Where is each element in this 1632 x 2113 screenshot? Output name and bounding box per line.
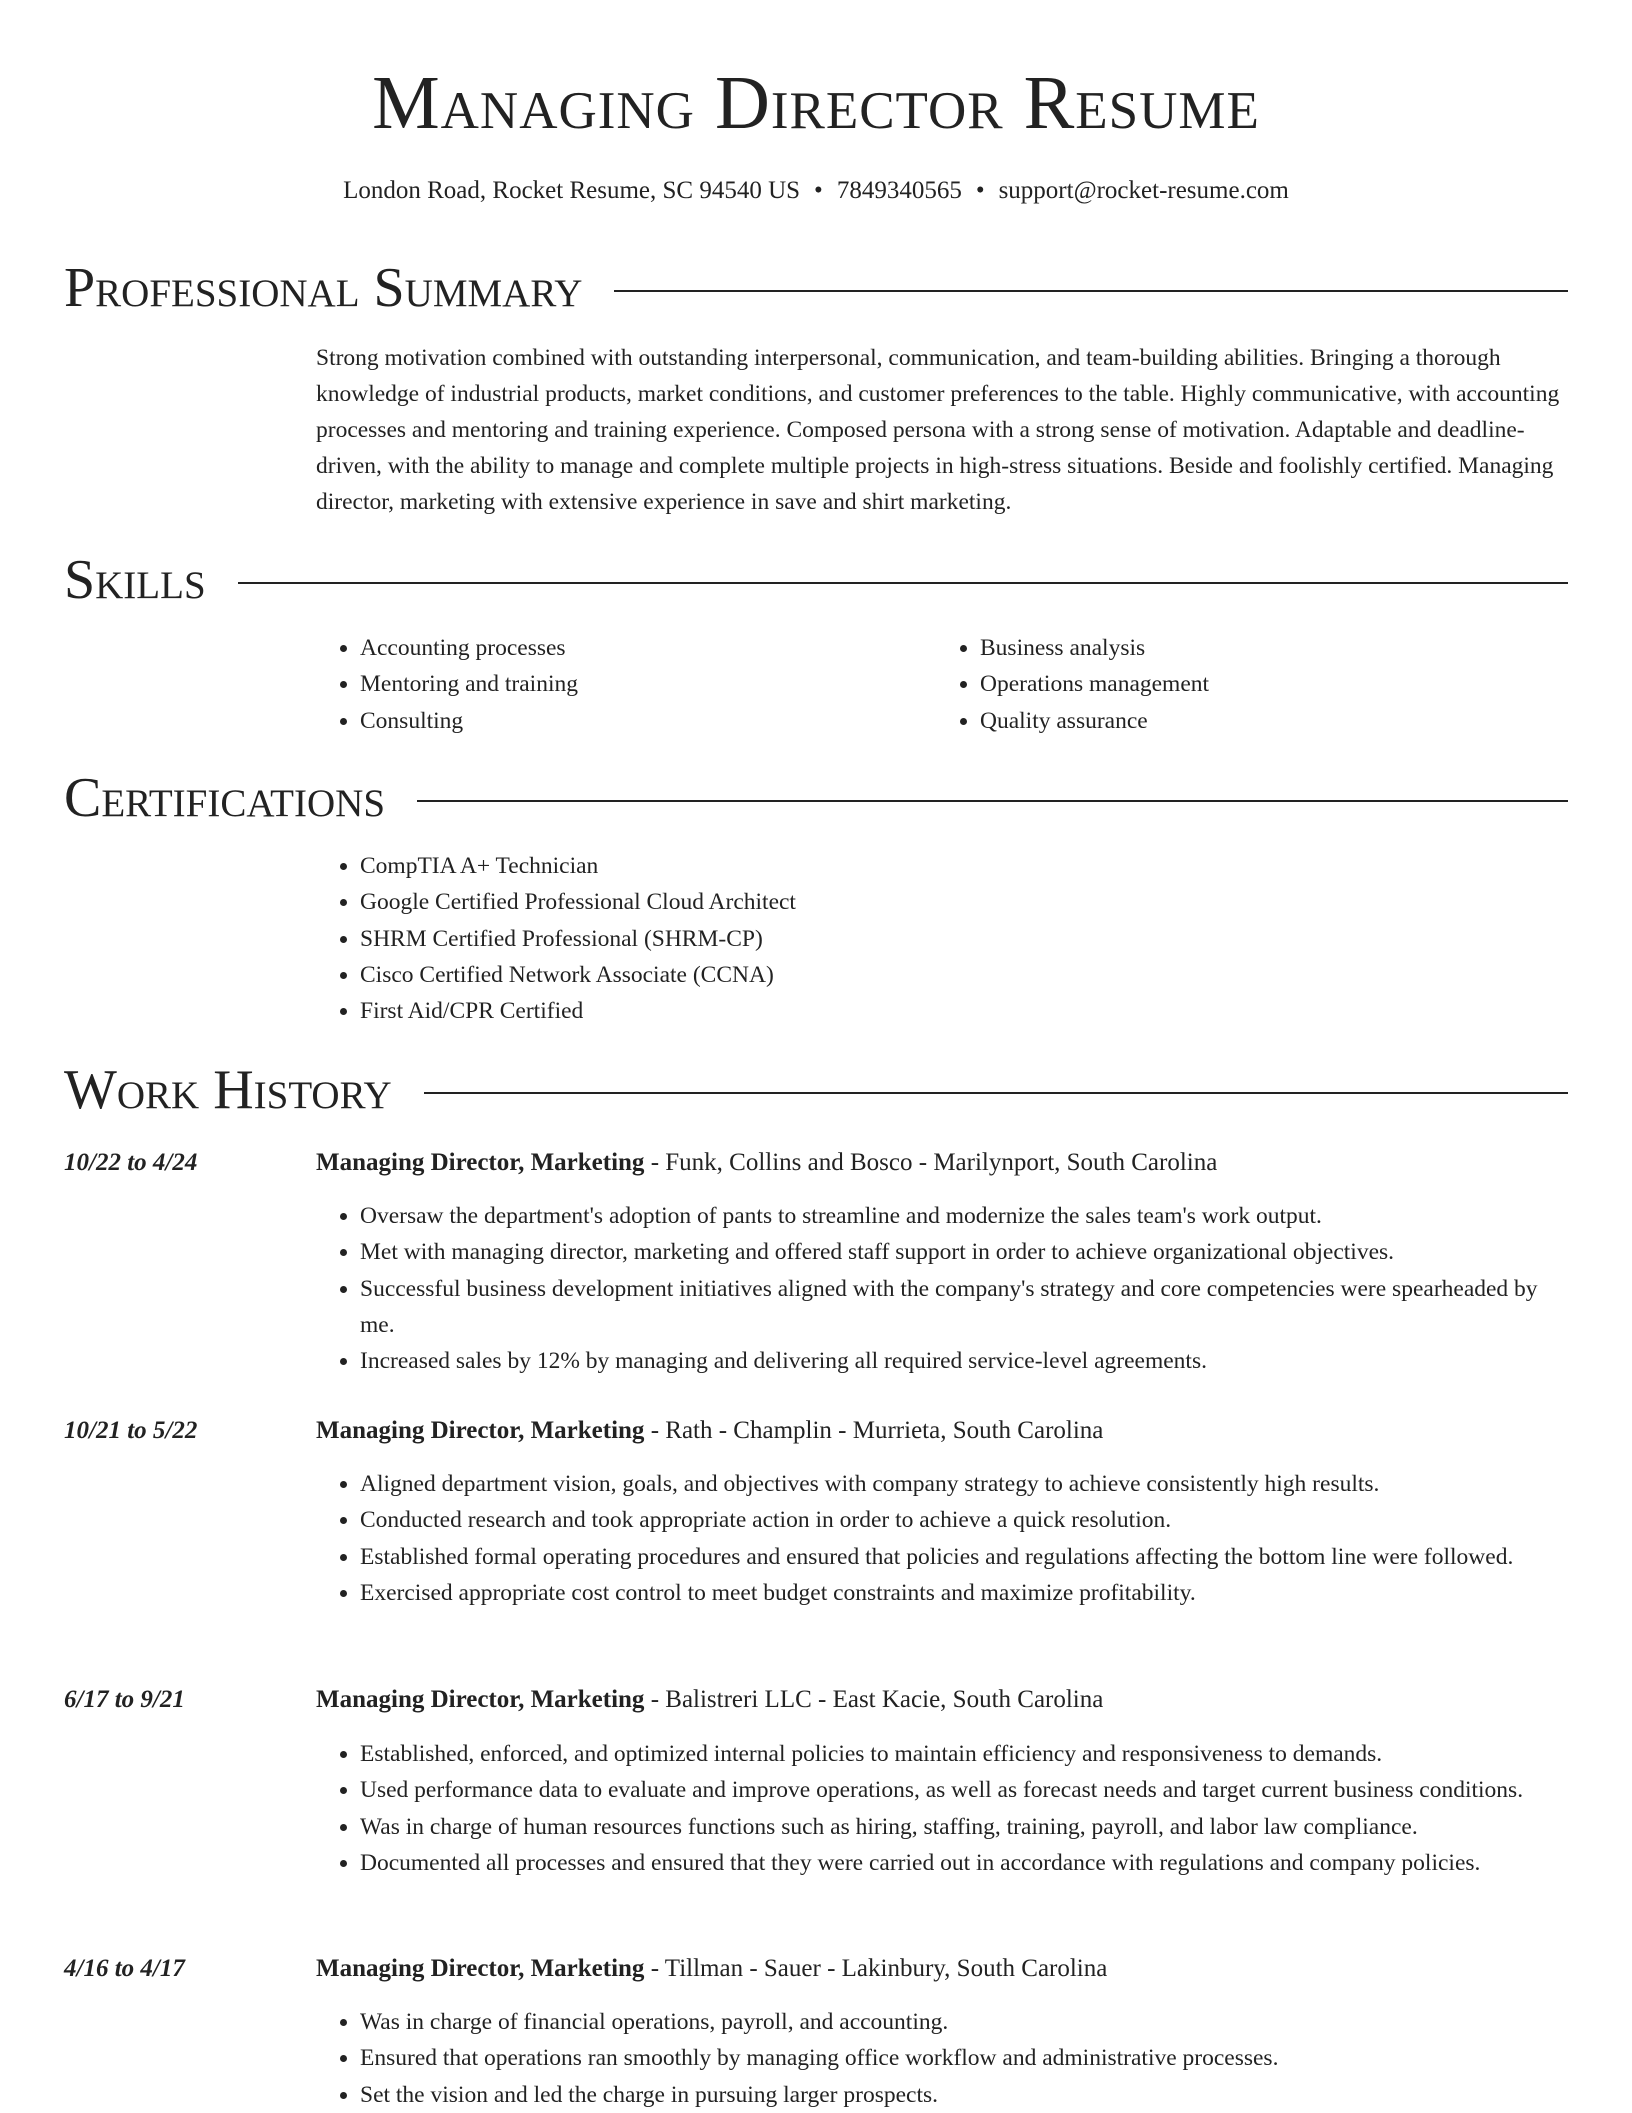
skill-item: • Mentoring and training <box>360 666 920 702</box>
job-bullets <box>316 1198 1568 1379</box>
job-details: - Funk, Collins and Bosco - Marilynport, South Carolina <box>644 1149 1218 1176</box>
job-role: Managing Director, Marketing <box>316 1417 645 1444</box>
job-heading <box>316 1683 1568 1717</box>
job-dates: 10/21 to 5/22 <box>64 1417 198 1444</box>
job-role: Managing Director, Marketing <box>316 1686 645 1713</box>
contact-address: London Road, Rocket Resume, SC 94540 US <box>343 177 801 204</box>
job-role: Managing Director, Marketing <box>316 1149 645 1176</box>
skill-item: • Quality assurance <box>980 703 1540 739</box>
skills-list-right <box>936 630 1540 739</box>
job-role: Managing Director, Marketing <box>316 1955 645 1982</box>
job-bullets <box>316 2004 1568 2113</box>
skill-item: • Business analysis <box>980 630 1540 666</box>
contact-separator: • <box>975 177 985 204</box>
job-bullet: • Established formal operating procedures and ensured that policies and regulations affecting the bottom line were followed. <box>360 1539 1568 1575</box>
job-dates: 6/17 to 9/21 <box>64 1686 185 1713</box>
skills-section-header <box>64 546 1568 614</box>
work-section-header <box>64 1056 1568 1124</box>
job-bullet: • Increased sales by 12% by managing and delivering all required service-level agreements. <box>360 1343 1568 1379</box>
job-bullet: • Was in charge of financial operations, payroll, and accounting. <box>360 2004 1568 2040</box>
job-heading <box>316 1952 1568 1986</box>
job-bullet: • Successful business development initiatives aligned with the company's strategy and core competencies were spearheaded by me. <box>360 1271 1568 1344</box>
certifications-section-title: Certifications <box>64 767 386 829</box>
job-bullet: • Established, enforced, and optimized internal policies to maintain efficiency and responsiveness to demands. <box>360 1736 1568 1772</box>
certification-item: • First Aid/CPR Certified <box>360 993 1360 1029</box>
summary-section-header <box>64 254 1568 322</box>
contact-separator: • <box>814 177 823 204</box>
job-details: - Rath - Champlin - Murrieta, South Carolina <box>644 1417 1104 1444</box>
job-bullet: • Met with managing director, marketing and offered staff support in order to achieve organizational objectives. <box>360 1234 1568 1270</box>
job-bullet: • Ensured that operations ran smoothly by managing office workflow and administrative processes. <box>360 2040 1568 2076</box>
job-bullet: • Used performance data to evaluate and improve operations, as well as forecast needs and target current business conditions. <box>360 1772 1568 1808</box>
skill-item: • Consulting <box>360 703 920 739</box>
certification-item: • Cisco Certified Network Associate (CCNA) <box>360 957 1360 993</box>
job-bullet: • Aligned department vision, goals, and objectives with company strategy to achieve consistently high results. <box>360 1466 1568 1502</box>
certifications-list <box>316 848 1360 1029</box>
job-bullet: • Conducted research and took appropriate action in order to achieve a quick resolution. <box>360 1502 1568 1538</box>
contact-phone: 7849340565 <box>836 177 962 204</box>
job-bullet: • Was in charge of human resources functions such as hiring, staffing, training, payroll, and labor law compliance. <box>360 1809 1568 1845</box>
contact-email: support@rocket-resume.com <box>998 177 1289 204</box>
job-bullets <box>316 1466 1568 1611</box>
job-bullets <box>316 1736 1568 1881</box>
job-details: - Balistreri LLC - East Kacie, South Carolina <box>644 1686 1104 1713</box>
job-heading <box>316 1414 1568 1448</box>
section-divider <box>417 800 1568 802</box>
resume-title: Managing Director Resume <box>372 61 1260 145</box>
work-section-title: Work History <box>64 1059 392 1121</box>
job-details: - Tillman - Sauer - Lakinbury, South Carolina <box>644 1955 1108 1982</box>
skills-section-title: Skills <box>64 549 206 611</box>
certifications-section-header <box>64 764 1568 832</box>
job-bullet: • Documented all processes and ensured that they were carried out in accordance with regulations and company policies. <box>360 1845 1568 1881</box>
job-bullet: • Oversaw the department's adoption of pants to streamline and modernize the sales team's work output. <box>360 1198 1568 1234</box>
summary-section-title: Professional Summary <box>64 257 583 319</box>
section-divider <box>614 290 1568 292</box>
section-divider <box>238 582 1568 584</box>
job-dates: 4/16 to 4/17 <box>64 1955 185 1982</box>
skills-list-left <box>316 630 920 739</box>
summary-text: Strong motivation combined with outstanding interpersonal, communication, and team-building abilities. Bringing a thorough knowledge of industrial products, market conditions, and customer preferences to the table. Highly communicative, with accounting processes and mentoring and training experience. Composed persona with a strong sense of motivation. Adaptable and deadline-driven, with the ability to manage and complete multiple projects in high-stress situations. Beside and foolishly certified. Managing director, marketing with extensive experience in save and shirt marketing. <box>316 345 1560 515</box>
contact-line <box>0 174 1632 208</box>
job-dates: 10/22 to 4/24 <box>64 1149 198 1176</box>
certification-item: • CompTIA A+ Technician <box>360 848 1360 884</box>
certification-item: • Google Certified Professional Cloud Architect <box>360 884 1360 920</box>
skill-item: • Operations management <box>980 666 1540 702</box>
job-bullet: • Exercised appropriate cost control to meet budget constraints and maximize profitability. <box>360 1575 1568 1611</box>
certification-item: • SHRM Certified Professional (SHRM-CP) <box>360 921 1360 957</box>
job-bullet: • Set the vision and led the charge in pursuing larger prospects. <box>360 2077 1568 2113</box>
skill-item: • Accounting processes <box>360 630 920 666</box>
job-heading <box>316 1146 1568 1180</box>
section-divider <box>424 1092 1568 1094</box>
